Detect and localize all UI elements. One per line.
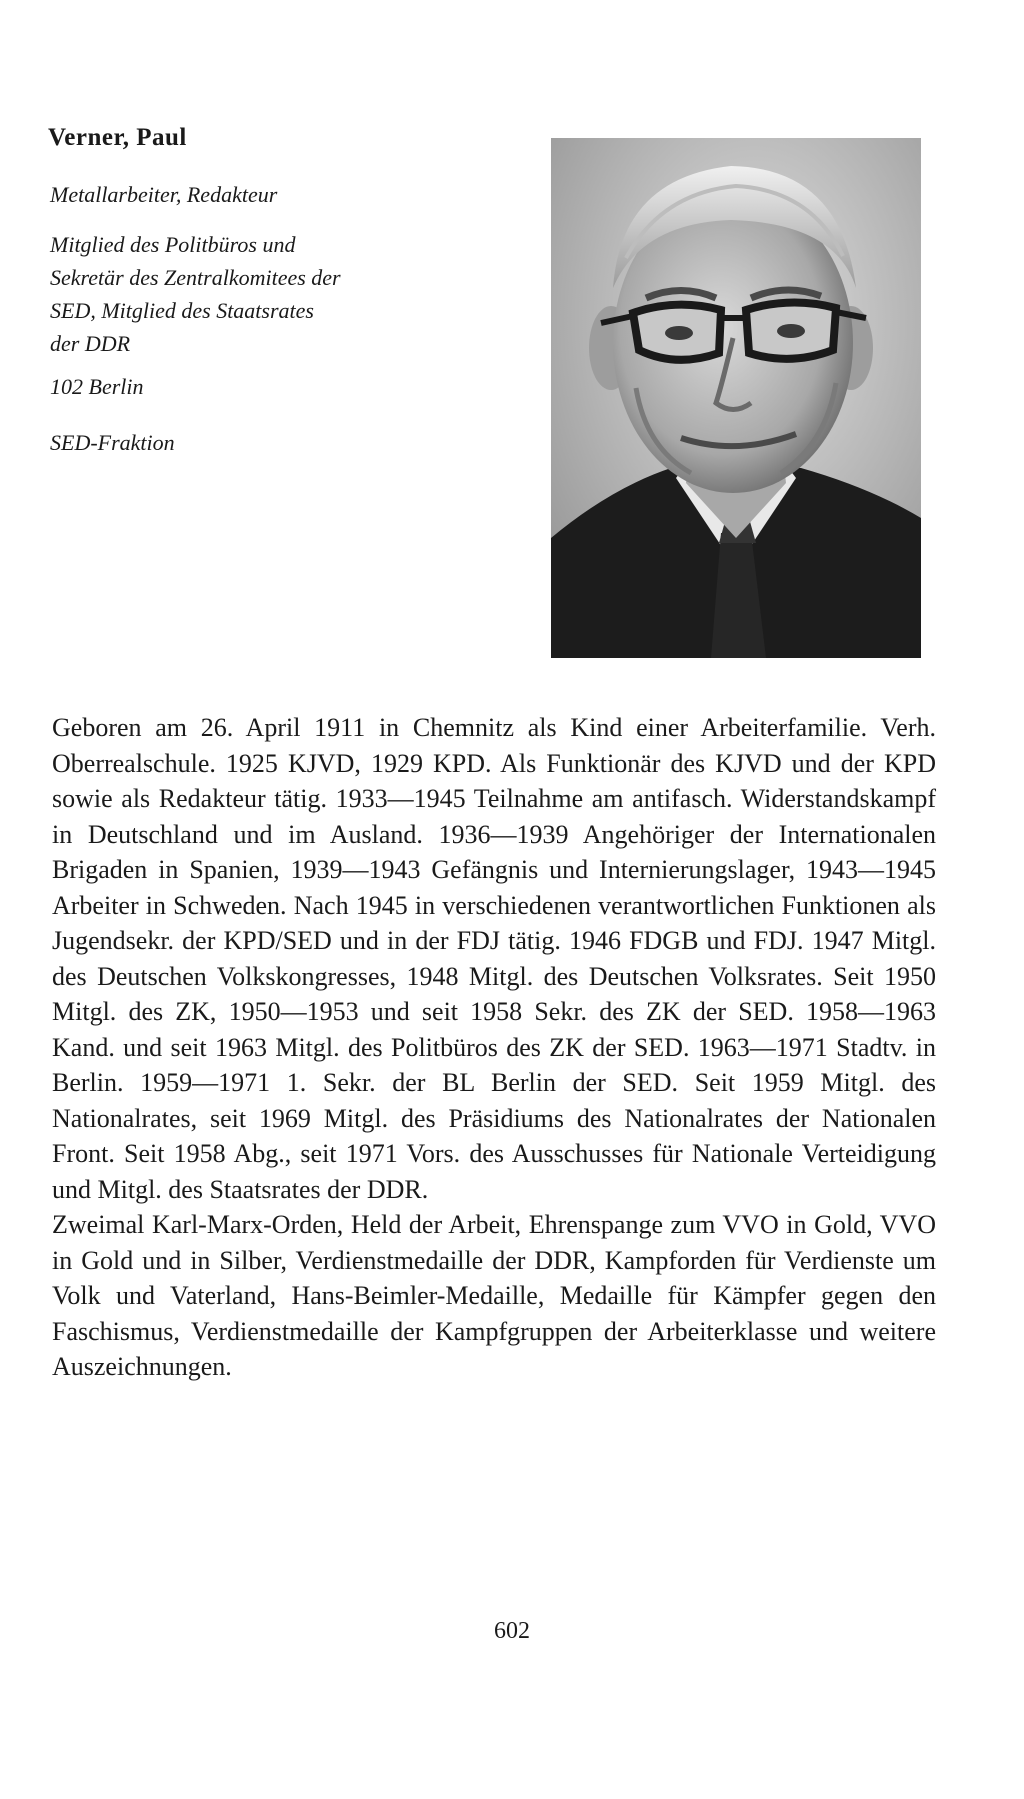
parliamentary-fraction: SED-Fraktion bbox=[50, 430, 175, 455]
address: 102 Berlin bbox=[50, 374, 144, 399]
functions-block bbox=[50, 228, 450, 360]
function-line: Sekretär des Zentralkomitees der bbox=[50, 265, 341, 290]
portrait-photo-icon bbox=[551, 138, 921, 658]
portrait-photo bbox=[551, 138, 921, 658]
function-line: Mitglied des Politbüros und bbox=[50, 232, 296, 257]
awards-paragraph: Zweimal Karl-Marx-Orden, Held der Arbeit, Ehrenspange zum VVO in Gold, VVO in Gold und in Silber, Verdienstmedaille der DDR, Kampforden für Verdienste um Volk und Vaterland, Hans-Beimler-Medaille, Medaille für Kämpfer gegen den Faschismus, Verdienstmedaille der Kampfgruppen der Arbeiterklasse und weitere Auszeichnungen. bbox=[52, 1210, 936, 1381]
function-line: der DDR bbox=[50, 331, 131, 356]
profession: Metallarbeiter, Redakteur bbox=[50, 182, 278, 207]
biography-paragraph: Geboren am 26. April 1911 in Chemnitz als Kind einer Arbeiterfamilie. Verh. Oberrealschule. 1925 KJVD, 1929 KPD. Als Funktionär des KJVD und der KPD sowie als Redakteur tätig. 1933—1945 Teilnahme am antifasch. Widerstandskampf in Deutschland und im Ausland. 1936—1939 Angehöriger der Internationalen Brigaden in Spanien, 1939—1943 Gefängnis und Internierungslager, 1943—1945 Arbeiter in Schweden. Nach 1945 in verschiedenen verantwortlichen Funktionen als Jugendsekr. der KPD/SED und in der FDJ tätig. 1946 FDGB und FDJ. 1947 Mitgl. des Deutschen Volkskongresses, 1948 Mitgl. des Deutschen Volksrates. Seit 1950 Mitgl. des ZK, 1950—1953 und seit 1958 Sekr. des ZK der SED. 1958—1963 Kand. und seit 1963 Mitgl. des Politbüros des ZK der SED. 1963—1971 Stadtv. in Berlin. 1959—1971 1. Sekr. der BL Berlin der SED. Seit 1959 Mitgl. des Nationalrates, seit 1969 Mitgl. des Präsidiums des Nationalrates der Nationalen Front. Seit 1958 Abg., seit 1971 Vors. des Ausschusses für Nationale Verteidigung und Mitgl. des Staatsrates der DDR. bbox=[52, 713, 936, 1204]
function-line: SED, Mitglied des Staatsrates bbox=[50, 298, 314, 323]
page-number: 602 bbox=[494, 1618, 530, 1644]
biography-text bbox=[52, 710, 936, 1385]
person-name: Verner, Paul bbox=[48, 124, 187, 151]
